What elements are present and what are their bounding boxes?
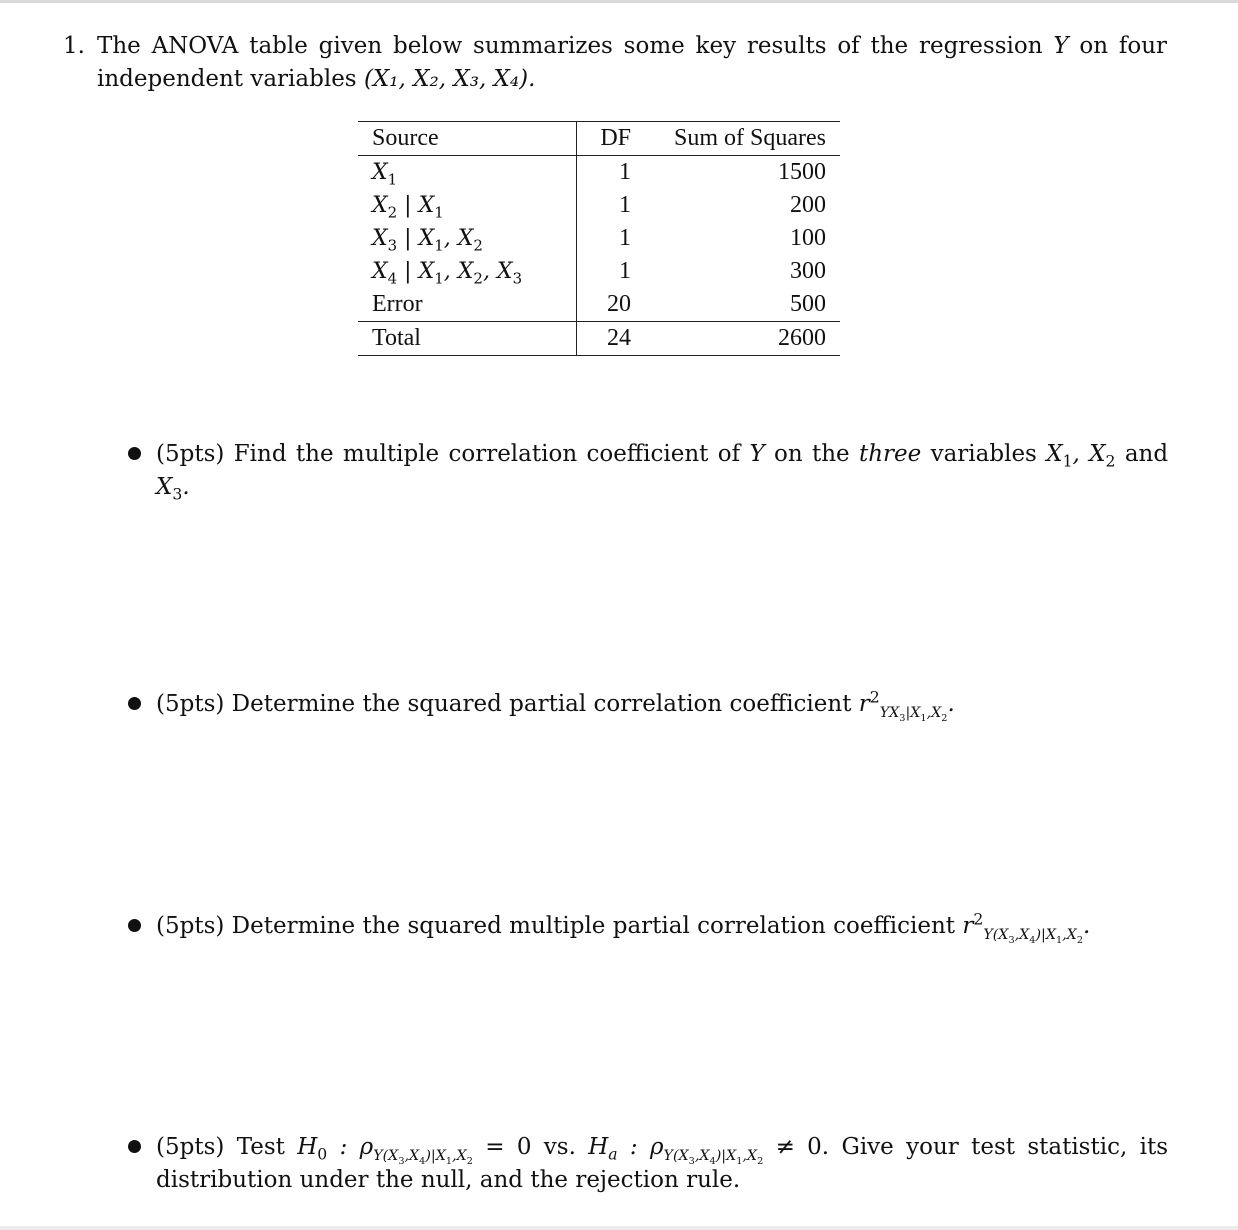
row-df: 1 [619,258,631,284]
bullet-icon [128,1140,141,1153]
problem-text: The ANOVA table given below summarizes some key results of the regression Y on four independent variables (X₁, X₂, X₃, X₄). [97,33,1167,92]
source-x4-given: $X_4$ | $X_1$, $X_2$, $X_3$ [372,259,523,288]
table-total-row [358,322,840,356]
problem-statement [63,30,1167,96]
row-ss: 300 [790,258,826,284]
bullet-icon [128,447,141,460]
predictor-list: (X₁, X₂, X₃, X₄). [363,66,536,92]
question-4: (5pts) Test $H_0$ : $\rho_{Y(X_3,X_4)|X_1,X_2} = 0$ vs. $H_a$ : $\rho_{Y(X_3,X_4)|X_1,X_2} \ne 0$. Give your test statistic, its distribution under the null, and the rejection rule. [128,1131,1168,1197]
table-row [358,288,840,322]
total-df: 24 [607,325,631,351]
bottom-border [0,1226,1238,1230]
q4-points: (5pts) [156,1134,225,1160]
question-3: (5pts) Determine the squared multiple partial correlation coefficient $r^2_{Y(X_3,X_4)|X_1,X_2}$. [128,910,1168,943]
response-variable: Y [1053,33,1069,59]
row-ss: 200 [790,192,826,218]
top-border [0,0,1238,3]
source-x2-given: $X_2$ | $X_1$ [372,193,444,222]
source-x3-given: $X_3$ | $X_1$, $X_2$ [372,226,483,255]
header-ss: Sum of Squares [674,125,826,151]
table-row [358,156,840,190]
problem-number: 1. [63,33,85,59]
question-1: (5pts) Find the multiple correlation coefficient of Y on the three variables $X_1$, $X_2$ and $X_3$. [128,438,1168,504]
row-ss: 500 [790,291,826,317]
row-df: 20 [607,291,631,317]
row-ss: 1500 [778,159,826,185]
table-row [358,222,840,255]
q1-points: (5pts) [156,441,225,467]
total-source: Total [358,322,577,356]
multiple-partial-corr-symbol: $r^2_{Y(X_3,X_4)|X_1,X_2}$. [962,909,1091,947]
row-df: 1 [619,192,631,218]
row-source [358,189,577,222]
header-df: DF [600,125,631,151]
alt-hypothesis: $H_a$ : $\rho_{Y(X_3,X_4)|X_1,X_2} \ne 0$. [588,1134,830,1168]
q3-points: (5pts) [156,913,225,939]
row-source-error: Error [358,288,577,322]
table-header-row [358,122,840,156]
question-2: (5pts) Determine the squared partial correlation coefficient $r^2_{YX_3|X_1,X_2}$. [128,688,1168,721]
row-source [358,156,577,190]
table-row [358,255,840,288]
anova-table [358,121,840,356]
q1-emphasis: three [858,441,922,467]
row-source [358,255,577,288]
q2-points: (5pts) [156,691,225,717]
table-row [358,189,840,222]
row-df: 1 [619,225,631,251]
total-ss: 2600 [778,325,826,351]
header-source: Source [358,122,577,156]
row-ss: 100 [790,225,826,251]
partial-corr-symbol: $r^2_{YX_3|X_1,X_2}$. [858,687,955,725]
source-x1: $X_1$ [372,160,398,189]
null-hypothesis: $H_0$ : $\rho_{Y(X_3,X_4)|X_1,X_2} = 0$ [297,1134,532,1168]
row-df: 1 [619,159,631,185]
row-source [358,222,577,255]
bullet-icon [128,697,141,710]
bullet-icon [128,919,141,932]
